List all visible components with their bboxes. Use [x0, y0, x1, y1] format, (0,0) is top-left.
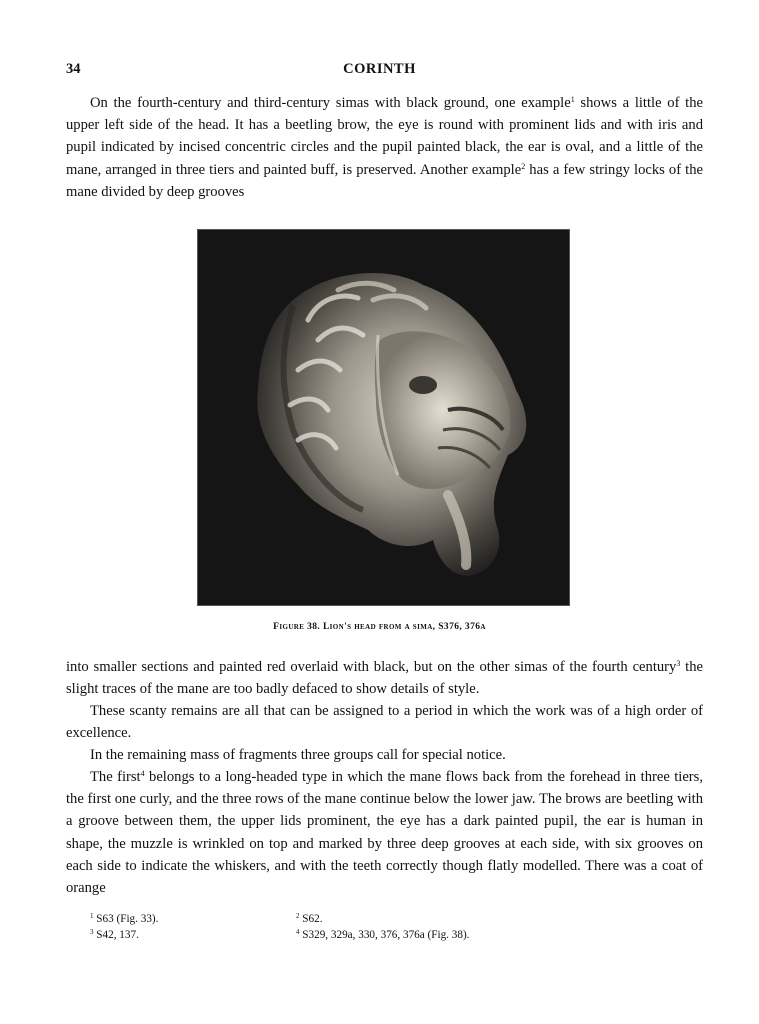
footnote-ref-4[interactable]: 4 — [140, 769, 145, 778]
footnote-2: $^2$ S62. — [296, 912, 323, 925]
paragraph-2: into smaller sections and painted red overlaid with black, but on the other simas of the fourth century$^3$ the slight traces of the mane are too badly defaced to show details of style. — [66, 659, 703, 698]
footnote-ref-2[interactable]: 2 — [521, 161, 526, 171]
page-number: 34 — [66, 61, 81, 77]
footnote-1: $^1$ S63 (Fig. 33). — [90, 912, 159, 925]
lion-head-photo — [198, 230, 570, 606]
footnote-ref-1[interactable]: 1 — [570, 95, 575, 104]
footnote-3: $^3$ S42, 137. — [90, 928, 139, 941]
footnote-4: $^4$ S329, 329a, 330, 376, 376a (Fig. 38). — [296, 928, 470, 941]
footnote-ref-3[interactable]: 3 — [676, 659, 681, 668]
paragraph-4: In the remaining mass of fragments three groups call for special notice. — [90, 747, 506, 763]
running-title: CORINTH — [343, 61, 416, 77]
paragraph-1: On the fourth-century and third-century simas with black ground, one example$^1$ shows a little of the upper left side of the head. It has a beetling brow, the eye is round with prominent lids and with iris and pupil indicated by incised concentric circles and the pupil painted black, the ear is oval, and a little of the mane, arranged in three tiers and painted buff, is preserved. Another example$^2$ has a few stringy locks of the mane divided by deep grooves — [66, 95, 703, 200]
paragraph-5: The first$^4$ belongs to a long-headed type in which the mane flows back from the forehead in three tiers, the first one curly, and the three rows of the mane continue below the lower jaw. The brows are beetling with a groove between them, the upper lids prominent, the eye has a dark painted pupil, the ear is human in shape, the muzzle is wrinkled on top and marked by three deep grooves at each side, with six grooves on each side to indicate the whiskers, and with the teeth correctly though flatly modelled. There was a coat of orange — [66, 769, 703, 897]
paragraph-3: These scanty remains are all that can be assigned to a period in which the work was of a high order of excellence. — [66, 703, 703, 742]
figure-photo — [197, 229, 570, 606]
figure-caption: Figure 38. Lion's head from a sima, S376, 376a — [273, 622, 486, 632]
